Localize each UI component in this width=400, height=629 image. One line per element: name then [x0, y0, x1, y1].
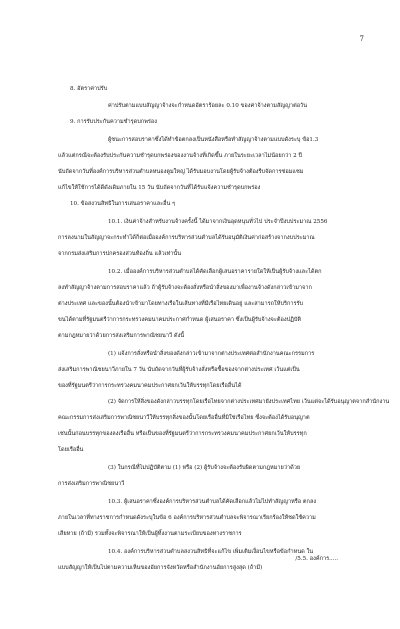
- body-text-line: การลงนามในสัญญาจะกระทำได้ก็ต่อเมื่อองค์การบริหารส่วนตำบลได้รับอนุมัติเงินค่าก่อสร้างจากงบประมาณ: [58, 235, 315, 241]
- body-text-line: โดยเรืออื่น: [58, 447, 84, 453]
- body-text-line: จากกรมส่งเสริมการปกครองส่วนท้องถิ่น แล้วเท่านั้น: [58, 251, 182, 257]
- body-text-line: (3) ในกรณีที่ไม่ปฏิบัติตาม (1) หรือ (2) ผู้รับจ้างจะต้องรับผิดตามกฎหมายว่าด้วย: [108, 465, 301, 471]
- body-text-line: ส่งเสริมการพาณิชยนาวีภายใน 7 วัน นับถัดจากวันที่ผู้รับจ้างสั่งหรือซื้อของจากต่างประเทศ เว้นแต่เป็น: [58, 367, 300, 373]
- body-text-line: ภายในเวลาที่ทางราชการกำหนดดังระบุในข้อ 6 องค์การบริหารส่วนตำบลจะพิจารณาเรียกร้องให้ชดใช้ความ: [58, 515, 316, 521]
- body-text-line: นับถัดจากวันที่องค์การบริหารส่วนตำบลหนองตูมใหญ่ ได้รับมอบงานโดยผู้รับจ้างต้องรีบจัดการซ่อมแซม: [58, 169, 304, 175]
- body-text-line: การส่งเสริมการพาณิชยนาวี: [58, 481, 125, 487]
- continuation-note: /5.5. องค์การ.....: [295, 556, 338, 562]
- body-text-line: ตามกฎหมายว่าด้วยการส่งเสริมการพาณิชยนาวี ดังนี้: [58, 333, 185, 339]
- body-text-line: เสียหาย (ถ้ามี) รวมทั้งจะพิจารณาให้เป็นผู้ทิ้งงานตามระเบียบของทางราชการ: [58, 531, 242, 537]
- body-text-line: ค่าปรับตามแบบสัญญาจ้างจะกำหนดอัตราร้อยละ 0.10 ของค่าจ้างตามสัญญาต่อวัน: [108, 103, 308, 109]
- body-text-line: แบบสัญญาให้เป็นไปตามความเห็นของอัยการจังหวัดหรือสำนักงานอัยการสูงสุด (ถ้ามี): [58, 565, 263, 571]
- body-text-line: แล้วแต่กรณีจะต้องรับประกันความชำรุดบกพร่องของงานจ้างที่เกิดขึ้น ภายในระยะเวลาไม่น้อยกว่า 2 ปี: [58, 153, 303, 159]
- body-text-line: คณะกรรมการส่งเสริมการพาณิชยนาวีให้บรรทุกสิ่งของนั้นโดยเรืออื่นที่มิใช่เรือไทย ซึ่งจะต้องได้รับอนุญาต: [58, 415, 310, 421]
- body-text-line: (2) จัดการให้สิ่งของดังกล่าวบรรทุกโดยเรือไทยจากต่างประเทศมายังประเทศไทย เว้นแต่จะได้รับอนุญาตจากสำนักงาน: [108, 399, 390, 405]
- body-text-line: 10.4. องค์การบริหารส่วนตำบลสงวนสิทธิที่จะแก้ไข เพิ่มเติมเงื่อนไขหรือข้อกำหนด ใน: [108, 549, 314, 555]
- body-text-line: (1) แจ้งการสั่งหรือนำสิ่งของดังกล่าวเข้ามาจากต่างประเทศต่อสำนักงานคณะกรรมการ: [108, 351, 315, 357]
- body-text-line: 10.3. ผู้เสนอราคาซึ่งองค์การบริหารส่วนตำบลได้คัดเลือกแล้วไม่ไปทำสัญญาหรือ ตกลง: [108, 499, 317, 505]
- body-text-line: 10.2. เมื่อองค์การบริหารส่วนตำบลได้คัดเลือกผู้เสนอราคารายใดให้เป็นผู้รับจ้างและได้ตก: [108, 269, 322, 275]
- section-heading: 10. ข้อสงวนสิทธิในการเสนอราคาและอื่น ๆ: [70, 201, 176, 207]
- body-text-line: ของที่รัฐมนตรีว่าการกระทรวงคมนาคมประกาศยกเว้นให้บรรทุกโดยเรืออื่นได้: [58, 383, 242, 389]
- body-text-line: ผู้ชนะการสอบราคาซึ่งได้ทำข้อตกลงเป็นหนังสือหรือทำสัญญาจ้างตามแบบดังระบุ ข้อ1.3: [108, 137, 319, 143]
- body-text-line: ต่างประเทศ และของนั้นต้องนำเข้ามาโดยทางเรือในเส้นทางที่มีเรือไทยเดินอยู่ และสามารถให้บริการรับ: [58, 301, 304, 307]
- section-heading: 9. การรับประกันความชำรุดบกพร่อง: [70, 119, 157, 125]
- page-number: 7: [359, 35, 364, 43]
- body-text-line: ขนได้ตามที่รัฐมนตรีว่าการกระทรวงคมนาคมประกาศกำหนด ผู้เสนอราคา ซึ่งเป็นผู้รับจ้างจะต้องปฏิบัติ: [58, 317, 302, 323]
- body-text-line: แก้ไขให้ใช้การได้ดีดังเดิมภายใน 15 วัน นับถัดจากวันที่ได้รับแจ้งความชำรุดบกพร่อง: [58, 185, 261, 191]
- body-text-line: ลงทำสัญญาจ้างตามการสอบราคาแล้ว ถ้าผู้รับจ้างจะต้องสั่งหรือนำสิ่งของมาเพื่องานจ้างดังกล่าวเข้ามาจาก: [58, 285, 312, 291]
- body-text-line: 10.1. เงินค่าจ้างสำหรับงานจ้างครั้งนี้ ได้มาจากเงินอุดหนุนทั่วไป ประจำปีงบประมาณ 2556: [108, 219, 328, 225]
- section-heading: 8. อัตราค่าปรับ: [70, 86, 108, 92]
- body-text-line: เช่นนั้นก่อนบรรทุกของลงเรืออื่น หรือเป็นของที่รัฐมนตรีว่าการกระทรวงคมนาคมประกาศยกเว้นให้บรรทุก: [58, 431, 307, 437]
